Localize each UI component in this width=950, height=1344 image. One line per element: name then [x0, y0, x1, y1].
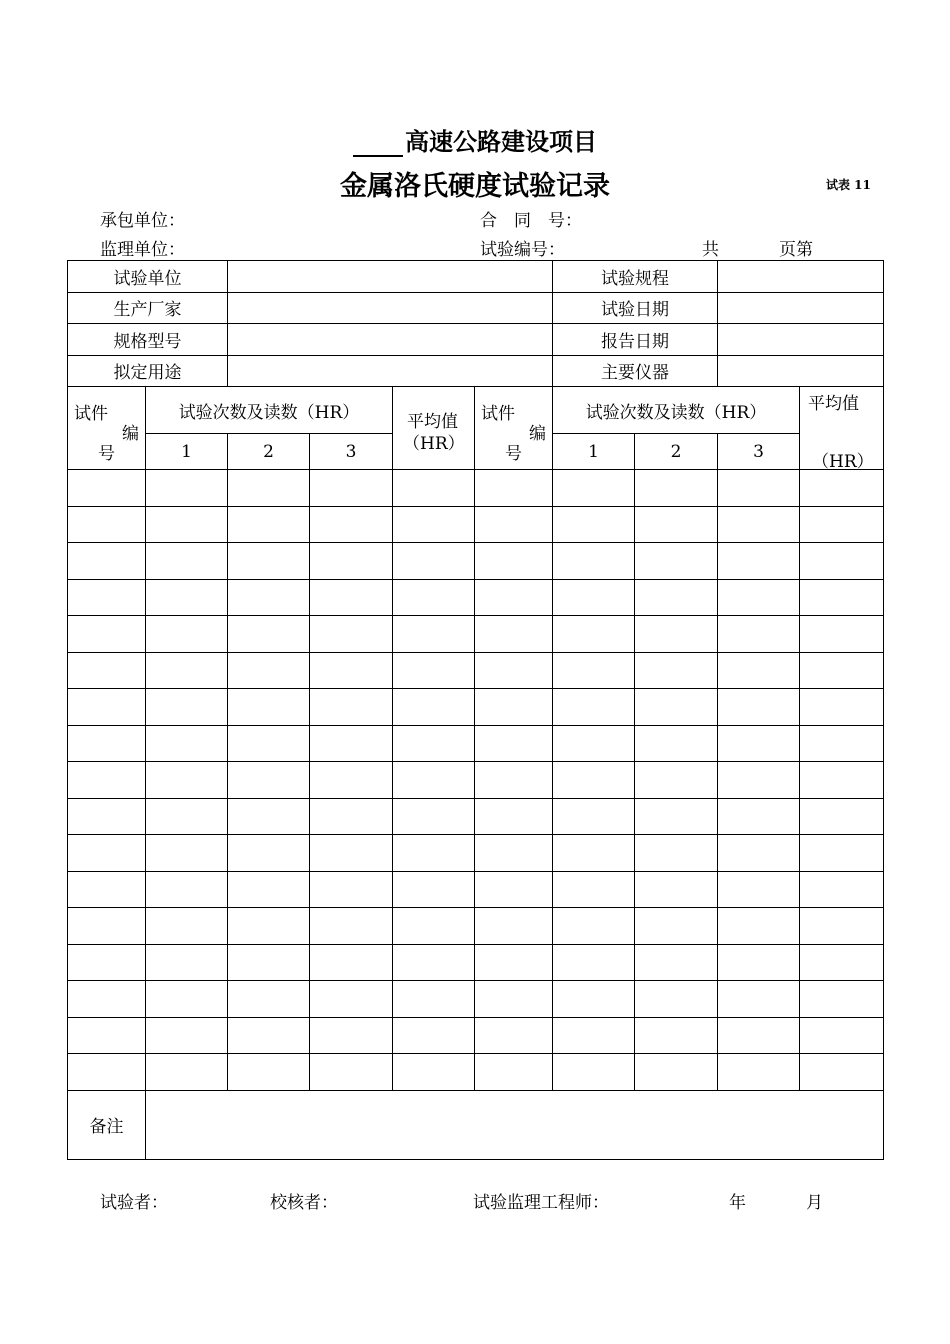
data-cell[interactable] — [553, 725, 635, 762]
data-cell[interactable] — [553, 652, 635, 689]
data-cell[interactable] — [553, 798, 635, 835]
total-pages-label: 共 — [702, 240, 719, 260]
data-cell[interactable] — [310, 689, 393, 726]
info-value-cell[interactable] — [228, 261, 553, 293]
data-cell[interactable] — [475, 1017, 553, 1054]
data-cell[interactable] — [68, 543, 146, 580]
data-cell[interactable] — [310, 762, 393, 799]
header-text: 平均值 — [407, 412, 458, 432]
data-cell[interactable] — [635, 762, 718, 799]
data-cell[interactable] — [146, 798, 228, 835]
data-cell[interactable] — [393, 725, 475, 762]
info-row — [68, 292, 884, 324]
data-cell[interactable] — [393, 543, 475, 580]
data-cell[interactable] — [475, 1054, 553, 1091]
data-cell[interactable] — [68, 506, 146, 543]
data-cell[interactable] — [68, 871, 146, 908]
table-row — [68, 652, 884, 689]
data-cell[interactable] — [68, 689, 146, 726]
data-cell[interactable] — [475, 652, 553, 689]
data-cell[interactable] — [800, 506, 884, 543]
table-row — [68, 470, 884, 507]
data-cell[interactable] — [228, 944, 310, 981]
data-cell[interactable] — [635, 1054, 718, 1091]
data-cell[interactable] — [393, 652, 475, 689]
table-row — [68, 1054, 884, 1091]
data-cell[interactable] — [635, 616, 718, 653]
data-cell[interactable] — [68, 652, 146, 689]
data-cell[interactable] — [228, 871, 310, 908]
data-cell[interactable] — [146, 981, 228, 1018]
table-row — [68, 543, 884, 580]
reading-number: 3 — [310, 434, 393, 470]
table-row — [68, 1017, 884, 1054]
data-cell[interactable] — [718, 579, 800, 616]
data-cell[interactable] — [228, 579, 310, 616]
table-row — [68, 506, 884, 543]
data-cell[interactable] — [635, 470, 718, 507]
data-cell[interactable] — [553, 871, 635, 908]
data-cell[interactable] — [553, 835, 635, 872]
contractor-label: 承包单位： — [100, 211, 185, 231]
data-cell[interactable] — [800, 871, 884, 908]
data-cell[interactable] — [800, 579, 884, 616]
data-cell[interactable] — [718, 543, 800, 580]
data-cell[interactable] — [635, 908, 718, 945]
header-text: 平均值 — [808, 394, 859, 414]
data-cell[interactable] — [68, 470, 146, 507]
table-row — [68, 908, 884, 945]
info-label: 生产厂家 — [68, 292, 228, 324]
header-text: 试件 — [74, 404, 108, 424]
year-label: 年 — [729, 1193, 746, 1213]
month-label: 月 — [806, 1193, 823, 1213]
remark-row — [68, 1090, 884, 1159]
data-cell[interactable] — [393, 1054, 475, 1091]
info-label: 试验日期 — [553, 292, 718, 324]
reading-number: 1 — [146, 434, 228, 470]
data-cell[interactable] — [393, 579, 475, 616]
data-cell[interactable] — [718, 616, 800, 653]
data-cell[interactable] — [553, 981, 635, 1018]
average-header — [800, 387, 884, 470]
contract-no-label: 合 同 号： — [480, 211, 582, 231]
reading-number: 3 — [718, 434, 800, 470]
data-cell[interactable] — [393, 689, 475, 726]
data-cell[interactable] — [393, 616, 475, 653]
data-cell[interactable] — [310, 871, 393, 908]
data-cell[interactable] — [635, 725, 718, 762]
data-cell[interactable] — [393, 470, 475, 507]
header-text: （HR） — [812, 452, 874, 472]
data-cell[interactable] — [310, 652, 393, 689]
data-cell[interactable] — [800, 835, 884, 872]
header-text: 号 — [505, 444, 522, 464]
data-cell[interactable] — [146, 1054, 228, 1091]
test-no-label: 试验编号： — [480, 240, 565, 260]
data-cell[interactable] — [393, 871, 475, 908]
form-title: 金属洛氏硬度试验记录 — [340, 171, 610, 202]
data-cell[interactable] — [68, 725, 146, 762]
data-cell[interactable] — [475, 725, 553, 762]
data-cell[interactable] — [228, 616, 310, 653]
data-cell[interactable] — [310, 1054, 393, 1091]
data-cell[interactable] — [718, 835, 800, 872]
data-cell[interactable] — [718, 981, 800, 1018]
data-cell[interactable] — [475, 798, 553, 835]
remark-value-cell[interactable] — [146, 1090, 884, 1159]
data-cell[interactable] — [475, 908, 553, 945]
data-cell[interactable] — [800, 543, 884, 580]
data-cell[interactable] — [310, 835, 393, 872]
data-cell[interactable] — [228, 762, 310, 799]
data-cell[interactable] — [146, 506, 228, 543]
data-cell[interactable] — [146, 652, 228, 689]
data-cell[interactable] — [475, 981, 553, 1018]
data-cell[interactable] — [635, 543, 718, 580]
data-cell[interactable] — [553, 689, 635, 726]
data-cell[interactable] — [635, 871, 718, 908]
data-cell[interactable] — [228, 835, 310, 872]
data-cell[interactable] — [393, 908, 475, 945]
page-no-label: 页第 — [779, 240, 813, 260]
data-cell[interactable] — [800, 689, 884, 726]
data-cell[interactable] — [718, 652, 800, 689]
data-cell[interactable] — [393, 835, 475, 872]
data-cell[interactable] — [146, 579, 228, 616]
specimen-no-header — [68, 387, 146, 470]
data-cell[interactable] — [228, 908, 310, 945]
data-cell[interactable] — [553, 616, 635, 653]
data-cell[interactable] — [393, 944, 475, 981]
project-name-blank — [353, 135, 403, 157]
data-cell[interactable] — [800, 908, 884, 945]
data-cell[interactable] — [475, 470, 553, 507]
data-cell[interactable] — [553, 762, 635, 799]
data-cell[interactable] — [718, 470, 800, 507]
remark-label: 备注 — [68, 1090, 146, 1159]
data-cell[interactable] — [800, 652, 884, 689]
data-cell[interactable] — [146, 908, 228, 945]
data-cell[interactable] — [800, 616, 884, 653]
form-code: 试表 11 — [826, 178, 871, 192]
average-header — [393, 387, 475, 470]
data-cell[interactable] — [718, 944, 800, 981]
data-cell[interactable] — [310, 944, 393, 981]
table-row — [68, 871, 884, 908]
data-cell[interactable] — [553, 908, 635, 945]
data-cell[interactable] — [68, 616, 146, 653]
data-cell[interactable] — [635, 652, 718, 689]
data-cell[interactable] — [146, 835, 228, 872]
data-cell[interactable] — [553, 579, 635, 616]
info-label: 拟定用途 — [68, 355, 228, 387]
info-row — [68, 261, 884, 293]
data-cell[interactable] — [800, 762, 884, 799]
data-cell[interactable] — [475, 871, 553, 908]
reading-number: 1 — [553, 434, 635, 470]
info-label: 规格型号 — [68, 324, 228, 356]
data-cell[interactable] — [68, 762, 146, 799]
data-cell[interactable] — [310, 579, 393, 616]
data-cell[interactable] — [393, 798, 475, 835]
data-cell[interactable] — [68, 981, 146, 1018]
data-cell[interactable] — [718, 689, 800, 726]
table-row — [68, 762, 884, 799]
hardness-record-table — [67, 260, 884, 1160]
specimen-no-header — [475, 387, 553, 470]
data-cell[interactable] — [475, 835, 553, 872]
data-cell[interactable] — [310, 798, 393, 835]
data-cell[interactable] — [718, 725, 800, 762]
info-value-cell[interactable] — [228, 355, 553, 387]
data-cell[interactable] — [228, 1054, 310, 1091]
data-cell[interactable] — [475, 579, 553, 616]
data-cell[interactable] — [475, 506, 553, 543]
data-cell[interactable] — [635, 981, 718, 1018]
data-cell[interactable] — [718, 871, 800, 908]
header-text: 试件 — [481, 404, 515, 424]
table-row — [68, 616, 884, 653]
project-title-text: 高速公路建设项目 — [405, 127, 597, 156]
data-cell[interactable] — [146, 725, 228, 762]
table-row — [68, 725, 884, 762]
data-cell[interactable] — [800, 470, 884, 507]
data-cell[interactable] — [635, 579, 718, 616]
data-cell[interactable] — [68, 944, 146, 981]
data-cell[interactable] — [146, 944, 228, 981]
info-value-cell[interactable] — [228, 292, 553, 324]
data-cell[interactable] — [310, 543, 393, 580]
data-cell[interactable] — [228, 798, 310, 835]
info-label: 报告日期 — [553, 324, 718, 356]
data-cell[interactable] — [146, 1017, 228, 1054]
data-cell[interactable] — [228, 506, 310, 543]
data-cell[interactable] — [635, 1017, 718, 1054]
data-cell[interactable] — [635, 798, 718, 835]
data-cell[interactable] — [310, 1017, 393, 1054]
header-text: 号 — [98, 444, 115, 464]
data-cell[interactable] — [393, 981, 475, 1018]
info-value-cell[interactable] — [228, 324, 553, 356]
data-cell[interactable] — [718, 1054, 800, 1091]
data-cell[interactable] — [310, 506, 393, 543]
info-row — [68, 355, 884, 387]
data-cell[interactable] — [146, 762, 228, 799]
data-cell[interactable] — [393, 762, 475, 799]
data-cell[interactable] — [228, 652, 310, 689]
reading-number: 2 — [635, 434, 718, 470]
readings-header: 试验次数及读数（HR） — [553, 387, 800, 434]
data-cell[interactable] — [393, 506, 475, 543]
data-cell[interactable] — [146, 871, 228, 908]
tester-label: 试验者： — [100, 1193, 168, 1213]
data-cell[interactable] — [553, 1054, 635, 1091]
data-cell[interactable] — [146, 616, 228, 653]
reading-number: 2 — [228, 434, 310, 470]
data-body — [68, 470, 884, 1091]
data-cell[interactable] — [475, 762, 553, 799]
checker-label: 校核者： — [270, 1193, 338, 1213]
data-cell[interactable] — [310, 616, 393, 653]
data-cell[interactable] — [800, 1017, 884, 1054]
data-cell[interactable] — [393, 1017, 475, 1054]
data-cell[interactable] — [718, 1017, 800, 1054]
project-title — [0, 122, 950, 157]
data-cell[interactable] — [800, 981, 884, 1018]
data-cell[interactable] — [68, 798, 146, 835]
engineer-label: 试验监理工程师： — [473, 1193, 609, 1213]
data-cell[interactable] — [475, 616, 553, 653]
data-cell[interactable] — [310, 470, 393, 507]
data-cell[interactable] — [718, 506, 800, 543]
info-value-cell[interactable] — [718, 292, 884, 324]
table-row — [68, 944, 884, 981]
data-cell[interactable] — [635, 944, 718, 981]
data-cell[interactable] — [718, 798, 800, 835]
data-cell[interactable] — [68, 908, 146, 945]
data-cell[interactable] — [228, 725, 310, 762]
data-cell[interactable] — [553, 506, 635, 543]
data-cell[interactable] — [228, 470, 310, 507]
data-cell[interactable] — [635, 835, 718, 872]
data-cell[interactable] — [475, 689, 553, 726]
header-text: 编 — [529, 424, 546, 444]
data-cell[interactable] — [718, 762, 800, 799]
data-cell[interactable] — [310, 725, 393, 762]
table-row — [68, 798, 884, 835]
info-label: 试验单位 — [68, 261, 228, 293]
data-cell[interactable] — [228, 543, 310, 580]
data-cell[interactable] — [68, 579, 146, 616]
info-value-cell[interactable] — [718, 261, 884, 293]
data-cell[interactable] — [800, 725, 884, 762]
data-cell[interactable] — [718, 908, 800, 945]
data-cell[interactable] — [310, 908, 393, 945]
info-row — [68, 324, 884, 356]
data-cell[interactable] — [553, 944, 635, 981]
table-row — [68, 835, 884, 872]
readings-header: 试验次数及读数（HR） — [146, 387, 393, 434]
data-cell[interactable] — [228, 689, 310, 726]
data-cell[interactable] — [800, 798, 884, 835]
info-value-cell[interactable] — [718, 355, 884, 387]
header-text: （HR） — [403, 434, 465, 454]
table-row — [68, 689, 884, 726]
data-cell[interactable] — [146, 470, 228, 507]
data-cell[interactable] — [635, 689, 718, 726]
supervisor-label: 监理单位： — [100, 240, 185, 260]
data-cell[interactable] — [553, 543, 635, 580]
data-cell[interactable] — [800, 1054, 884, 1091]
info-label: 试验规程 — [553, 261, 718, 293]
table-row — [68, 981, 884, 1018]
data-cell[interactable] — [475, 944, 553, 981]
header-text: 编 — [122, 424, 139, 444]
data-cell[interactable] — [553, 470, 635, 507]
info-value-cell[interactable] — [718, 324, 884, 356]
data-cell[interactable] — [146, 689, 228, 726]
data-cell[interactable] — [800, 944, 884, 981]
data-cell[interactable] — [553, 1017, 635, 1054]
data-cell[interactable] — [68, 835, 146, 872]
column-header-row — [68, 387, 884, 434]
info-label: 主要仪器 — [553, 355, 718, 387]
data-cell[interactable] — [228, 1017, 310, 1054]
data-cell[interactable] — [68, 1017, 146, 1054]
data-cell[interactable] — [310, 981, 393, 1018]
data-cell[interactable] — [228, 981, 310, 1018]
table-row — [68, 579, 884, 616]
data-cell[interactable] — [635, 506, 718, 543]
data-cell[interactable] — [146, 543, 228, 580]
data-cell[interactable] — [68, 1054, 146, 1091]
data-cell[interactable] — [475, 543, 553, 580]
